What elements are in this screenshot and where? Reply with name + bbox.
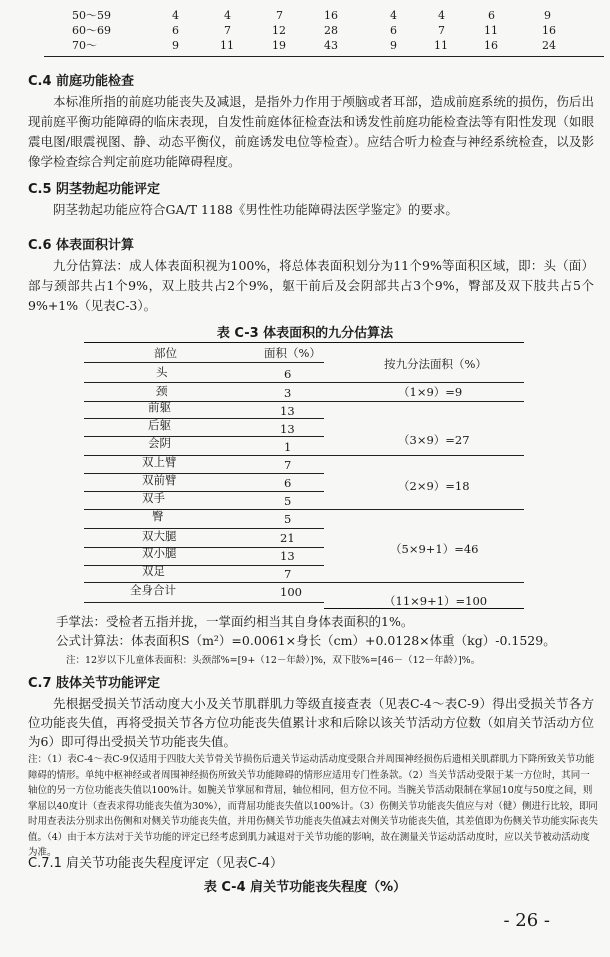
group-value: （2×9）=18 [398,479,470,493]
table-title-c4: 表 C-4 肩关节功能丧失程度（%） [203,880,407,895]
group-value: （5×9+1）=46 [390,542,479,556]
value-cell: 4 [438,9,445,22]
value-cell: 7 [276,9,283,22]
header-part: 部位 [154,346,177,360]
group-value: （3×9）=27 [398,433,470,447]
age-cell: 60～69 [72,24,111,37]
value-cell: 4 [390,9,397,22]
value-cell: 6 [172,24,179,37]
age-cell: 70～ [72,39,97,52]
section-heading-c7: C.7 肢体关节功能评定 [28,676,161,691]
section-heading-c6: C.6 体表面积计算 [28,238,135,253]
header-nine: 按九分法面积（%） [384,357,487,371]
child-note: 注：12岁以下儿童体表面积：头颈部%=[9+（12－年龄）]%，双下肢%=[46－（12－年龄）]%。 [66,655,481,666]
value-cell: 28 [324,24,338,37]
section-heading-c71: C.7.1 肩关节功能丧失程度评定（见表C-4） [28,856,284,871]
table-row [44,8,604,23]
value-cell: 11 [434,39,448,52]
age-cell: 50～59 [72,9,111,22]
table-cell-part: 双足 [142,564,165,578]
value-cell: 16 [542,24,556,37]
table-cell-area: 7 [284,567,292,581]
value-cell: 24 [542,39,556,52]
table-bottom-rule [44,56,604,57]
table-cell-area: 100 [280,585,302,599]
paragraph-c7: 先根据受损关节活动度大小及关节肌群肌力等级直接查表（见表C-4～表C-9）得出受损关节各方位功能丧失值，再将受损关节各方位功能丧失值累计求和后除以该关节活动方位数（如肩关节活动方位为6）即可得出受损关节功能丧失值。 [28,696,594,749]
group-value: （11×9+1）=100 [384,594,488,608]
table-cell-area: 1 [284,440,292,454]
table-cell-area: 13 [280,549,295,563]
value-cell: 43 [324,39,338,52]
value-cell: 11 [220,39,234,52]
paragraph-c6: 九分估算法：成人体表面积视为100%，将总体表面积划分为11个9%等面积区域，即：头（面）部与颈部共占1个9%，双上肢共占2个9%，躯干前后及会阴部共占3个9%，臀部及双下肢共占5个9%+1%（见表C-3）。 [28,258,594,313]
table-cell-part: 颈 [156,384,168,398]
table-cell-area: 21 [280,531,295,545]
note-c7: 注：（1）表C-4～表C-9仅适用于四肢大关节骨关节损伤后遗关节运动活动度受限合并周围神经损伤后遗相关肌群肌力下降所致关节功能障碍的情形。单纯中枢神经或者周围神经损伤所致关节功能障碍的情形应适用专门性条款。（2）当关节活动受限于某一方位时，其同一轴位的另一方位功能丧失值以100%计。如腕关节掌屈和背屈，轴位相同，但方位不同。当腕关节活动限制在掌屈10度与50度之间，则掌屈以40度计（查表求得功能丧失值为30%），而背屈功能丧失值以100%计。（3）伤侧关节功能丧失值应与对（健）侧进行比较，即同时用查表法分别求出伤侧和对侧关节功能丧失值，并用伤侧关节功能丧失值减去对侧关节功能丧失值，其差值即为伤侧关节功能实际丧失值。（4）由于本方法对于关节功能的评定已经考虑到肌力减退对于关节功能的影响，故在测量关节运动活动度时，应以关节被动活动度为准。 [28,754,599,858]
group-value: （1×9）=9 [398,385,463,399]
table-title-c3: 表 C-3 体表面积的九分估算法 [216,326,394,341]
value-cell: 7 [438,24,445,37]
value-cell: 6 [488,9,495,22]
table-row [44,23,604,38]
table-cell-area: 5 [284,512,292,526]
value-cell: 16 [324,9,338,22]
table-cell-part: 前躯 [148,400,171,414]
table-cell-part: 后躯 [148,418,171,432]
table-cell-area: 13 [280,422,295,436]
value-cell: 4 [172,9,179,22]
value-cell: 7 [224,24,231,37]
formula-method: 公式计算法：体表面积S（m²）=0.0061×身长（cm）+0.0128×体重（kg）-0.1529。 [56,633,556,648]
value-cell: 9 [544,9,551,22]
table-cell-area: 6 [284,476,292,490]
value-cell: 16 [484,39,498,52]
table-cell-part: 臀 [152,509,164,523]
table-cell-part: 头 [156,365,168,379]
table-cell-area: 3 [284,386,292,400]
header-area: 面积（%） [264,346,321,360]
table-cell-area: 5 [284,494,292,508]
paragraph-c5: 阴茎勃起功能应符合GA/T 1188《男性性功能障碍法医学鉴定》的要求。 [53,202,458,217]
paragraph-c4: 本标准所指的前庭功能丧失及减退，是指外力作用于颅脑或者耳部，造成前庭系统的损伤，伤后出现前庭平衡功能障碍的临床表现，自发性前庭体征检查法和诱发性前庭功能检查法等有阳性发现（如眼震电图/眼震视图、静、动态平衡仪，前庭诱发电位等检查）。应结合听力检查与神经系统检查，以及影像学检查综合判定前庭功能障碍程度。 [28,94,594,169]
page-number: - 26 - [503,910,550,931]
table-cell-part: 双前臂 [142,473,177,487]
value-cell: 6 [390,24,397,37]
section-heading-c4: C.4 前庭功能检查 [28,74,135,89]
value-cell: 9 [390,39,397,52]
table-cell-part: 双上臂 [142,455,177,469]
value-cell: 4 [224,9,231,22]
table-cell-part: 双小腿 [142,546,177,560]
table-cell-area: 6 [284,367,292,381]
section-heading-c5: C.5 阴茎勃起功能评定 [28,182,161,197]
value-cell: 19 [272,39,286,52]
table-row [44,38,604,53]
table-cell-area: 13 [280,404,295,418]
table-cell-part: 会阴 [148,436,171,450]
table-cell-area: 7 [284,458,292,472]
value-cell: 12 [272,24,286,37]
palm-method: 手掌法：受检者五指并拢，一掌面约相当其自身体表面积的1%。 [56,614,414,629]
table-cell-part: 双大腿 [142,529,177,543]
table-cell-part: 双手 [142,491,165,505]
value-cell: 9 [172,39,179,52]
table-cell-part: 全身合计 [130,583,176,597]
value-cell: 11 [484,24,498,37]
continued-table [44,8,604,53]
